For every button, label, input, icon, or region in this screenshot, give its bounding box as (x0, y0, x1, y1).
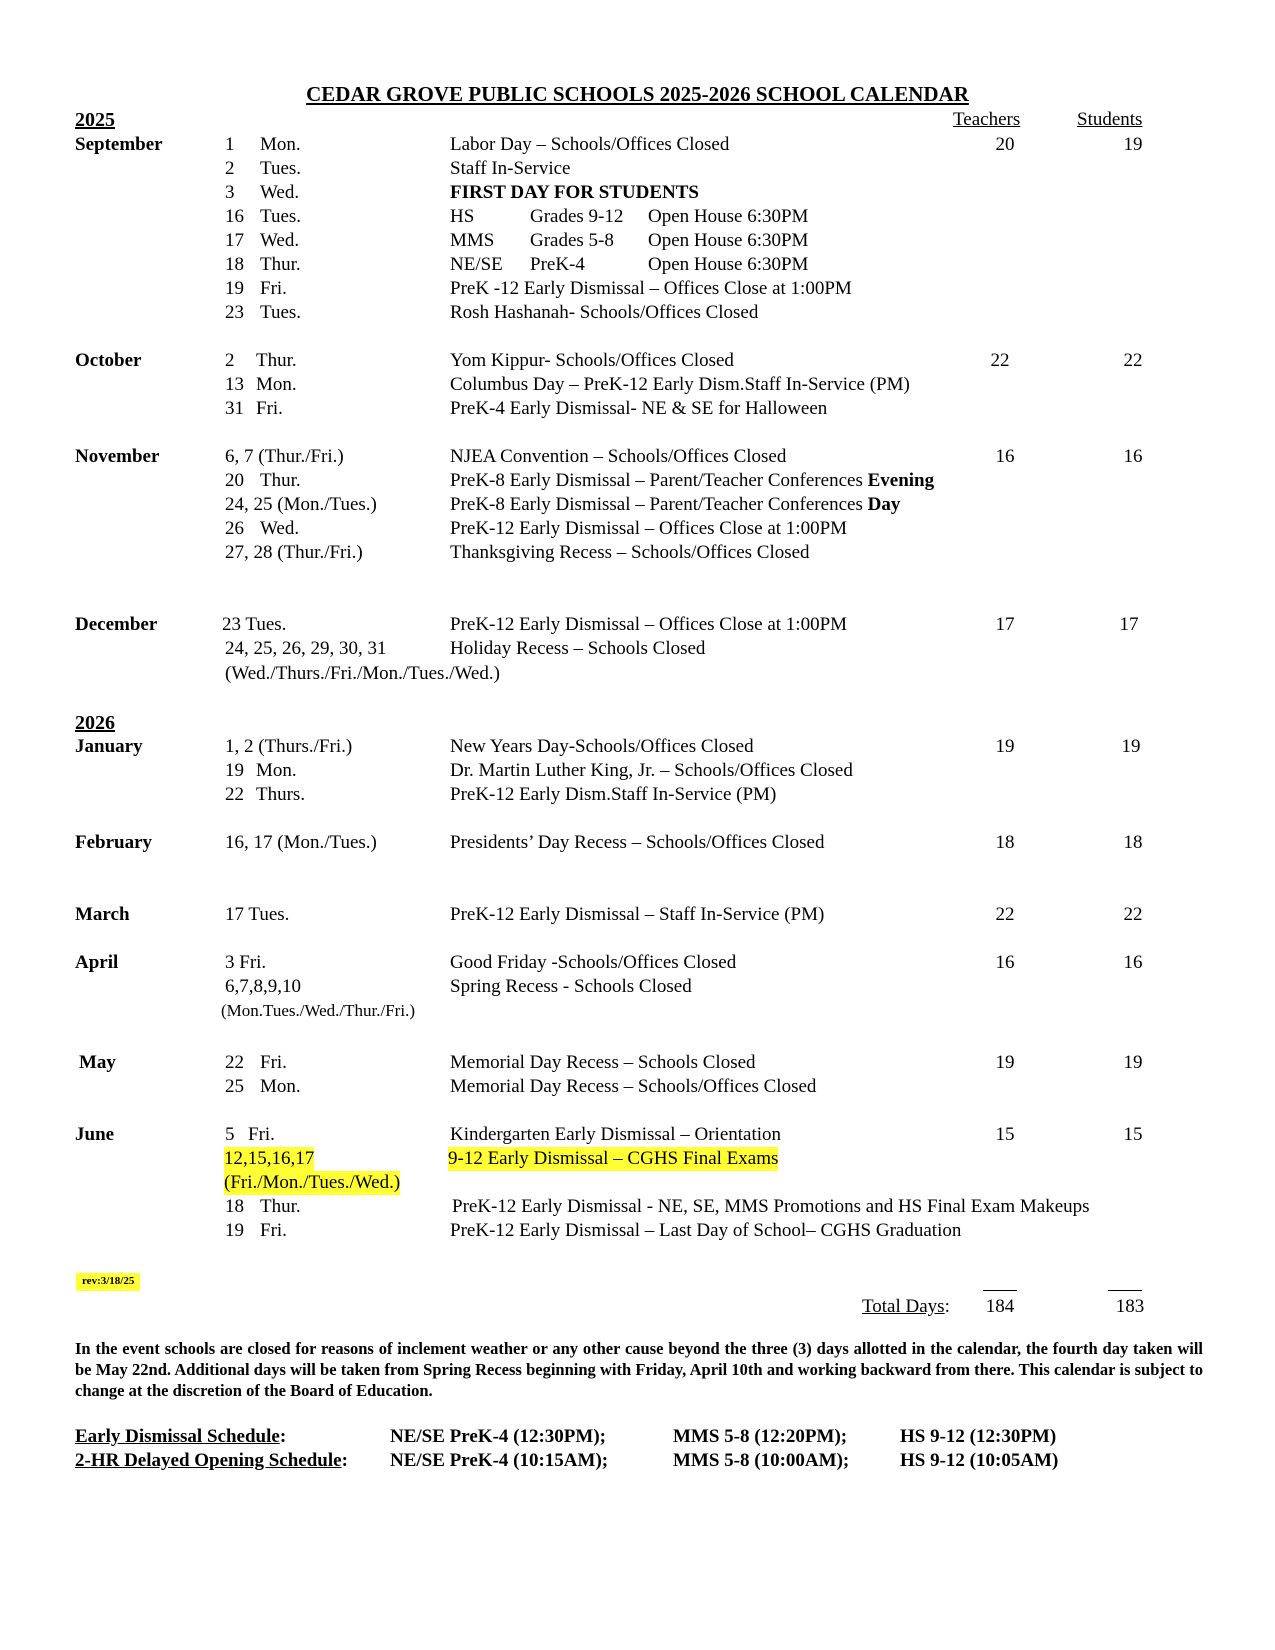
date-day: 1 (225, 134, 235, 155)
date-weekday: Thur. (260, 254, 301, 275)
date-day: 25 (225, 1076, 244, 1097)
date-day: 3 (225, 182, 235, 203)
date-weekday: Mon. (260, 1076, 301, 1097)
teacher-days: 19 (995, 1052, 1015, 1073)
school-label: NE/SE (450, 254, 503, 275)
student-days: 19 (1123, 134, 1143, 155)
date-weekday: Thurs. (256, 784, 306, 805)
delayed-opening-mms: MMS 5-8 (10:00AM); (673, 1450, 850, 1471)
event-text: Staff In-Service (450, 158, 571, 179)
early-dismissal-hs: HS 9-12 (12:30PM) (900, 1426, 1057, 1447)
event-text: PreK-8 Early Dismissal – Parent/Teacher Conferences Evening (450, 470, 935, 491)
date-text: 17 Tues. (225, 904, 290, 925)
date-text: (Wed./Thurs./Fri./Mon./Tues./Wed.) (225, 663, 500, 684)
month-february: February (75, 832, 153, 853)
date-text: 23 Tues. (222, 614, 287, 635)
event-text: Kindergarten Early Dismissal – Orientation (450, 1124, 782, 1145)
month-november: November (75, 446, 160, 467)
date-day: 5 (225, 1124, 235, 1145)
date-day: 20 (225, 470, 244, 491)
event-text: FIRST DAY FOR STUDENTS (450, 182, 700, 203)
date-weekday: Fri. (260, 1220, 287, 1241)
date-text: 27, 28 (Thur./Fri.) (225, 542, 363, 563)
event-text: Open House 6:30PM (648, 206, 809, 227)
student-days: 19 (1123, 1052, 1143, 1073)
event-text: New Years Day-Schools/Offices Closed (450, 736, 754, 757)
teacher-days: 15 (995, 1124, 1015, 1145)
date-weekday: Fri. (256, 398, 283, 419)
event-text: Thanksgiving Recess – Schools/Offices Closed (450, 542, 810, 563)
date-weekday: Wed. (260, 182, 300, 203)
event-text: Dr. Martin Luther King, Jr. – Schools/Offices Closed (450, 760, 853, 781)
date-weekday: Wed. (260, 518, 300, 539)
date-text: 24, 25 (Mon./Tues.) (225, 494, 377, 515)
student-days: 16 (1123, 446, 1143, 467)
student-days: 16 (1123, 952, 1143, 973)
event-text: PreK -12 Early Dismissal – Offices Close at 1:00PM (450, 278, 852, 299)
student-days: 22 (1123, 904, 1143, 925)
month-january: January (75, 736, 143, 757)
date-text: 6,7,8,9,10 (225, 976, 301, 997)
date-text: 6, 7 (Thur./Fri.) (225, 446, 344, 467)
total-student-days: 183 (1115, 1296, 1145, 1317)
event-text: PreK-12 Early Dism.Staff In-Service (PM) (450, 784, 777, 805)
total-days-label: Total Days: (862, 1296, 950, 1317)
month-december: December (75, 614, 158, 635)
teacher-days: 19 (995, 736, 1015, 757)
student-days: 22 (1123, 350, 1143, 371)
teacher-days: 18 (995, 832, 1015, 853)
delayed-opening-hs: HS 9-12 (10:05AM) (900, 1450, 1059, 1471)
inclement-weather-notice: In the event schools are closed for reasons of inclement weather or any other cause beyond the three (3) days allotted in the calendar, the fourth day taken will be May 22nd. Additional days will be taken from Spring Recess beginning with Friday, April 10th and working backward from there. This calendar is subject to change at the discretion of the Board of Education. (75, 1339, 1203, 1400)
teacher-days: 16 (995, 446, 1015, 467)
grades-label: Grades 9-12 (530, 206, 624, 227)
highlighted-date: (Fri./Mon./Tues./Wed.) (224, 1172, 401, 1193)
date-weekday: Wed. (260, 230, 300, 251)
event-text: Open House 6:30PM (648, 254, 809, 275)
date-day: 2 (225, 350, 235, 371)
month-may: May (79, 1052, 116, 1073)
date-day: 22 (225, 784, 244, 805)
grades-label: PreK-4 (530, 254, 585, 275)
teacher-days: 22 (995, 904, 1015, 925)
event-text: Rosh Hashanah- Schools/Offices Closed (450, 302, 759, 323)
event-text: PreK-12 Early Dismissal – Offices Close at 1:00PM (450, 614, 848, 635)
students-header: Students (1077, 109, 1143, 130)
student-days: 18 (1123, 832, 1143, 853)
event-text: Holiday Recess – Schools Closed (450, 638, 706, 659)
early-dismissal-elem: NE/SE PreK-4 (12:30PM); (390, 1426, 606, 1447)
date-day: 18 (225, 254, 244, 275)
event-text: Yom Kippur- Schools/Offices Closed (450, 350, 734, 371)
date-day: 19 (225, 278, 244, 299)
delayed-opening-elem: NE/SE PreK-4 (10:15AM); (390, 1450, 609, 1471)
event-text: Open House 6:30PM (648, 230, 809, 251)
date-weekday: Tues. (260, 206, 302, 227)
teacher-days: 22 (990, 350, 1010, 371)
date-text: 1, 2 (Thurs./Fri.) (225, 736, 353, 757)
date-weekday: Thur. (260, 470, 301, 491)
event-text: Memorial Day Recess – Schools/Offices Closed (450, 1076, 817, 1097)
event-text: PreK-12 Early Dismissal – Last Day of School– CGHS Graduation (450, 1220, 962, 1241)
highlighted-date: 12,15,16,17 (224, 1148, 315, 1169)
total-teacher-days: 184 (985, 1296, 1015, 1317)
event-text: Spring Recess - Schools Closed (450, 976, 692, 997)
highlighted-event: 9-12 Early Dismissal – CGHS Final Exams (448, 1148, 779, 1169)
total-rule-students (1108, 1290, 1142, 1291)
early-dismissal-mms: MMS 5-8 (12:20PM); (673, 1426, 848, 1447)
date-text: (Mon.Tues./Wed./Thur./Fri.) (221, 1001, 415, 1020)
date-day: 2 (225, 158, 235, 179)
date-weekday: Tues. (260, 302, 302, 323)
month-june: June (75, 1124, 115, 1145)
event-text: PreK-12 Early Dismissal – Offices Close at 1:00PM (450, 518, 848, 539)
event-text: Good Friday -Schools/Offices Closed (450, 952, 737, 973)
date-day: 22 (225, 1052, 244, 1073)
total-rule-teachers (983, 1290, 1017, 1291)
month-april: April (75, 952, 119, 973)
student-days: 15 (1123, 1124, 1143, 1145)
date-day: 18 (225, 1196, 244, 1217)
date-day: 19 (225, 760, 244, 781)
date-weekday: Thur. (256, 350, 297, 371)
event-text: PreK-4 Early Dismissal- NE & SE for Halloween (450, 398, 828, 419)
month-september: September (75, 134, 163, 155)
date-day: 26 (225, 518, 244, 539)
month-march: March (75, 904, 130, 925)
school-label: HS (450, 206, 475, 227)
date-weekday: Mon. (260, 134, 301, 155)
event-text: PreK-12 Early Dismissal – Staff In-Service (PM) (450, 904, 825, 925)
year-2025: 2025 (75, 109, 115, 131)
early-dismissal-label: Early Dismissal Schedule: (75, 1426, 287, 1447)
event-text: NJEA Convention – Schools/Offices Closed (450, 446, 787, 467)
event-text: Presidents’ Day Recess – Schools/Offices Closed (450, 832, 825, 853)
date-text: 3 Fri. (225, 952, 267, 973)
school-label: MMS (450, 230, 495, 251)
date-weekday: Fri. (260, 278, 287, 299)
year-2026: 2026 (75, 712, 115, 734)
date-weekday: Thur. (260, 1196, 301, 1217)
teachers-header: Teachers (953, 109, 1021, 130)
revision-tag: rev:3/18/25 (76, 1273, 140, 1291)
date-text: 16, 17 (Mon./Tues.) (225, 832, 377, 853)
teacher-days: 20 (995, 134, 1015, 155)
delayed-opening-label: 2-HR Delayed Opening Schedule: (75, 1450, 348, 1471)
teacher-days: 16 (995, 952, 1015, 973)
date-day: 19 (225, 1220, 244, 1241)
event-text: PreK-12 Early Dismissal - NE, SE, MMS Promotions and HS Final Exam Makeups (452, 1196, 1090, 1217)
page-title: CEDAR GROVE PUBLIC SCHOOLS 2025-2026 SCHOOL CALENDAR (306, 82, 969, 106)
teacher-days: 17 (995, 614, 1015, 635)
date-day: 17 (225, 230, 244, 251)
date-weekday: Tues. (260, 158, 302, 179)
event-text: Labor Day – Schools/Offices Closed (450, 134, 730, 155)
event-text: Columbus Day – PreK-12 Early Dism.Staff In-Service (PM) (450, 374, 910, 395)
date-weekday: Fri. (260, 1052, 287, 1073)
date-day: 31 (225, 398, 244, 419)
event-text: PreK-8 Early Dismissal – Parent/Teacher Conferences Day (450, 494, 901, 515)
date-text: 24, 25, 26, 29, 30, 31 (225, 638, 387, 659)
student-days: 17 (1119, 614, 1139, 635)
date-day: 16 (225, 206, 244, 227)
date-weekday: Mon. (256, 374, 297, 395)
student-days: 19 (1121, 736, 1141, 757)
month-october: October (75, 350, 142, 371)
grades-label: Grades 5-8 (530, 230, 614, 251)
date-day: 23 (225, 302, 244, 323)
date-weekday: Fri. (248, 1124, 275, 1145)
event-text: Memorial Day Recess – Schools Closed (450, 1052, 756, 1073)
date-day: 13 (225, 374, 244, 395)
date-weekday: Mon. (256, 760, 297, 781)
